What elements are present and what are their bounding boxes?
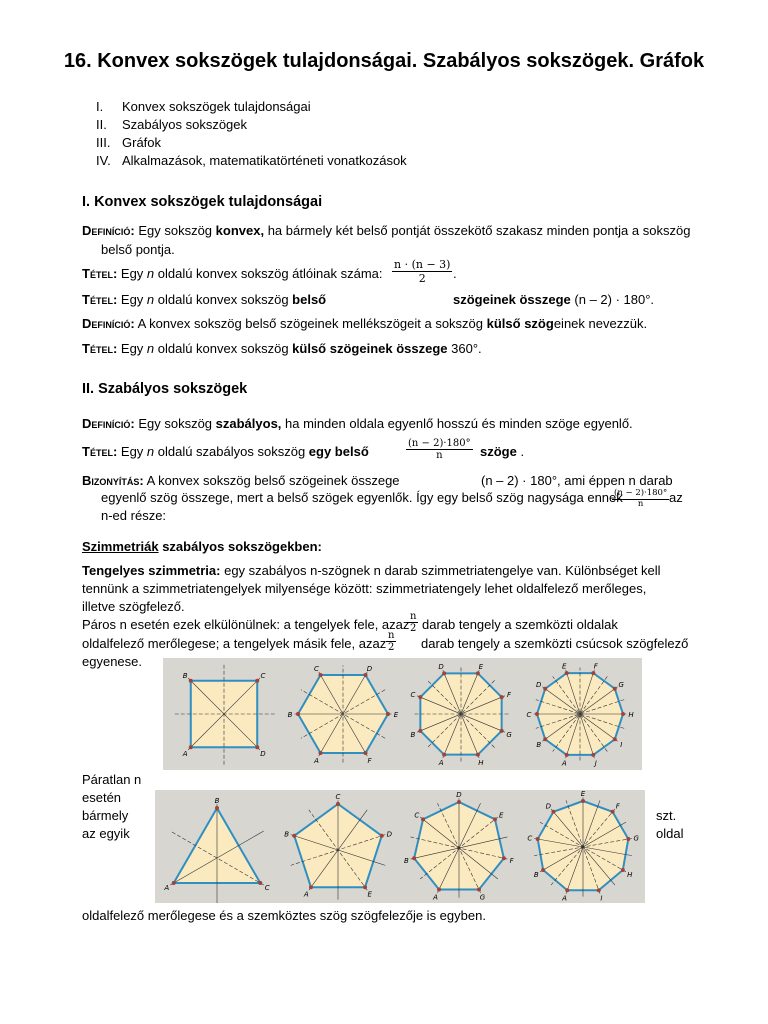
term: szöge [480, 444, 517, 459]
proof-formula: (n – 2) · 180°, ami éppen n darab [481, 473, 673, 488]
vertex-label: E [580, 790, 586, 798]
vertex-label: A [438, 759, 444, 768]
toc-number: II. [96, 117, 107, 132]
page-title: 16. Konvex sokszögek tulajdonságai. Szabályos sokszögek. Gráfok [63, 50, 705, 72]
proof-word: az [669, 490, 683, 505]
vertex-label: A [561, 759, 567, 768]
vertex-label: I [600, 894, 603, 903]
definition-regular [82, 414, 633, 433]
vertex-label: E [367, 890, 372, 899]
toc-item [96, 134, 407, 152]
vertex-label: G [479, 893, 486, 902]
vertex-mark [363, 885, 367, 889]
fraction-interior-angle [406, 438, 473, 461]
term: konvex, [215, 223, 265, 238]
vertex-label: B [533, 871, 539, 879]
text: Egy [117, 292, 147, 307]
vertex-mark [611, 810, 615, 814]
odd-case-right1: szt. [656, 808, 677, 823]
figure-panel-odd [155, 790, 645, 903]
vertex-label: B [182, 672, 188, 681]
vertex-mark [189, 745, 193, 749]
fraction-numerator: (n − 2)·180° [614, 488, 668, 498]
text: 360°. [447, 341, 482, 356]
variable: n [146, 341, 155, 356]
vertex-mark [386, 712, 390, 716]
vertex-label: E [562, 662, 567, 671]
vertex-label: H [478, 759, 484, 768]
toc-text: Konvex sokszögek tulajdonságai [122, 99, 311, 114]
text: ha minden oldala egyenlő hosszú és minden szöge egyenlő. [281, 416, 633, 431]
vertex-mark [536, 837, 540, 841]
vertex-mark [258, 881, 262, 885]
vertex-label: F [615, 802, 620, 811]
odd-case-right2: oldal [656, 826, 684, 841]
formula: (n – 2) · 180°. [570, 292, 655, 307]
proof-end: n-ed része: [101, 508, 167, 523]
toc-number: IV. [96, 153, 111, 168]
vertex-mark [613, 737, 617, 741]
vertex-label: B [214, 797, 220, 805]
definition-convex [82, 221, 702, 240]
fraction-numerator: n [388, 630, 395, 641]
vertex-label: C [410, 691, 416, 700]
vertex-mark [613, 687, 617, 691]
fraction-denominator: n [436, 450, 443, 461]
fraction-numerator: n · (n − 3) [394, 258, 451, 271]
regular-polygon-10 [527, 662, 635, 767]
proof-label: Bizonyítás: [82, 473, 144, 488]
theorem-interior-angle [82, 442, 369, 461]
axial-symmetry-line2: tennünk a szimmetriatengelyek milyensége között: szimmetriatengely lehet oldalfelező merőleges, [82, 581, 647, 596]
odd-case-line4: az egyik [82, 826, 130, 841]
section-heading: I. Konvex sokszögek tulajdonságai [82, 194, 323, 210]
fraction-proof [612, 489, 669, 509]
term: külső szögeinek összege [292, 341, 448, 356]
vertex-mark [476, 753, 480, 757]
definition-label: Definíció: [82, 316, 135, 331]
vertex-mark [543, 687, 547, 691]
even-case-line1: Páros n esetén ezek elkülönülnek: a tengelyek fele, azaz [82, 617, 410, 632]
vertex-mark [541, 868, 545, 872]
proof-continued: egyenlő szög összege, mert a belső szögek egyenlők. Így egy belső szög nagysága ennek [101, 490, 623, 505]
text: oldalú konvex sokszög [154, 292, 293, 307]
vertex-label: G [506, 730, 512, 739]
fraction-half [408, 611, 418, 634]
vertex-label: B [287, 711, 293, 719]
vertex-label: F [593, 662, 598, 671]
toc-item [96, 98, 407, 116]
vertex-mark [565, 888, 569, 892]
toc-number: III. [96, 135, 111, 150]
text: ha bármely két belső pontját összekötő szakasz minden pontja a sokszög [264, 223, 691, 238]
term: egy belső [308, 444, 369, 459]
regular-polygon-5 [284, 793, 392, 900]
text: oldalú konvex sokszög átlóinak száma: [154, 266, 383, 281]
vertex-mark [535, 712, 539, 716]
period: . [453, 266, 457, 281]
vertex-label: G [618, 681, 624, 690]
vertex-label: A [182, 749, 188, 758]
text: Egy [117, 266, 147, 281]
vertex-mark [591, 671, 595, 675]
vertex-mark [319, 673, 323, 677]
vertex-label: A [314, 756, 319, 765]
vertex-label: I [620, 740, 623, 749]
vertex-label: C [526, 711, 532, 719]
theorem-exterior-sum [82, 339, 482, 358]
variable: n [146, 292, 155, 307]
text: oldalú szabályos sokszög [154, 444, 309, 459]
vertex-mark [172, 881, 176, 885]
definition-label: Definíció: [82, 223, 135, 238]
vertex-mark [591, 753, 595, 757]
theorem-diagonals [82, 264, 383, 283]
vertex-mark [292, 834, 296, 838]
vertex-mark [442, 671, 446, 675]
even-case-line3: egyenese. [82, 654, 142, 669]
vertex-mark [336, 802, 340, 806]
vertex-mark [500, 729, 504, 733]
text: A konvex sokszög belső szögeinek mellékszögeit a sokszög [134, 316, 487, 331]
vertex-mark [437, 887, 441, 891]
vertex-mark [412, 856, 416, 860]
regular-polygon-3 [163, 797, 269, 903]
text: Egy [117, 341, 147, 356]
vertex-mark [421, 817, 425, 821]
even-case-line2: oldalfelező merőlegese; a tengelyek másik fele, azaz [82, 636, 387, 651]
term: Tengelyes szimmetria: [82, 563, 221, 578]
theorem-label: Tétel: [82, 444, 118, 459]
vertex-label: C [335, 793, 341, 801]
vertex-label: D [366, 665, 373, 674]
fraction-denominator: n [637, 498, 644, 509]
vertex-label: C [527, 834, 533, 843]
vertex-label: J [594, 759, 597, 768]
even-case-line2-end: darab tengely a szemközti csúcsok szögfelező [421, 636, 689, 651]
vertex-mark [476, 671, 480, 675]
vertex-mark [364, 673, 368, 677]
vertex-mark [621, 868, 625, 872]
vertex-mark [418, 695, 422, 699]
vertex-label: C [314, 665, 319, 674]
vertex-mark [565, 671, 569, 675]
fraction-half [386, 630, 396, 653]
vertex-label: H [628, 711, 634, 719]
section-heading: II. Szabályos sokszögek [82, 381, 248, 397]
vertex-label: F [367, 756, 372, 765]
vertex-mark [255, 745, 259, 749]
underlined-term: Szimmetriák [82, 539, 159, 554]
toc-text: Gráfok [122, 135, 162, 150]
vertex-label: B [403, 857, 409, 866]
term: külső szög [486, 316, 554, 331]
vertex-label: D [545, 802, 551, 811]
theorem-interior-sum [82, 290, 326, 309]
theorem-label: Tétel: [82, 266, 118, 281]
vertex-mark [626, 837, 630, 841]
vertex-mark [543, 737, 547, 741]
vertex-mark [255, 679, 259, 683]
text: oldalú konvex sokszög [154, 341, 293, 356]
text: Egy sokszög [134, 223, 216, 238]
text: . [516, 444, 525, 459]
vertex-label: A [562, 894, 567, 903]
vertex-label: E [478, 662, 484, 671]
variable: n [146, 444, 155, 459]
vertex-label: C [264, 884, 270, 892]
text: Egy sokszög [134, 416, 216, 431]
toc-item [96, 116, 407, 134]
vertex-label: H [627, 871, 633, 879]
text: szabályos sokszögekben: [158, 539, 322, 554]
definition-label: Definíció: [82, 416, 135, 431]
vertex-label: C [414, 811, 420, 820]
vertex-label: F [507, 691, 512, 700]
vertex-label: D [438, 662, 444, 671]
toc-number: I. [96, 99, 104, 114]
vertex-mark [189, 679, 193, 683]
axial-symmetry-line3: illetve szögfelező. [82, 599, 185, 614]
text: einek nevezzük. [553, 316, 648, 331]
theorem-interior-angle-end [480, 442, 524, 461]
vertex-label: E [499, 811, 504, 820]
toc-item [96, 152, 407, 170]
vertex-label: F [509, 857, 514, 866]
vertex-label: A [164, 884, 170, 892]
odd-case-line3: bármely [82, 808, 129, 823]
vertex-label: D [386, 830, 393, 839]
vertex-mark [418, 729, 422, 733]
vertex-label: B [284, 830, 290, 839]
closing-sentence: oldalfelező merőlegese és a szemköztes szög szögfelezője is egyben. [82, 908, 486, 923]
vertex-label: G [633, 834, 639, 843]
fraction-diagonals [392, 258, 452, 285]
vertex-mark [457, 800, 461, 804]
regular-polygon-7 [404, 791, 515, 902]
fraction-denominator: 2 [418, 272, 426, 285]
symmetry-heading [82, 537, 322, 556]
fraction-denominator: 2 [410, 623, 417, 634]
vertex-mark [502, 856, 506, 860]
vertex-mark [296, 712, 300, 716]
regular-polygon-8 [411, 663, 513, 767]
text: A konvex sokszög belső szögeinek összege [143, 473, 400, 488]
vertex-label: B [410, 730, 416, 739]
term: szögeinek összege [453, 292, 571, 307]
vertex-label: A [433, 893, 438, 902]
odd-polygons-figure [155, 790, 645, 903]
vertex-label: C [260, 672, 266, 681]
vertex-label: E [393, 711, 399, 719]
vertex-mark [493, 817, 497, 821]
vertex-mark [477, 887, 481, 891]
regular-polygon-4 [173, 663, 275, 765]
vertex-mark [364, 751, 368, 755]
text: Egy [117, 444, 147, 459]
vertex-label: A [303, 890, 309, 899]
vertex-mark [215, 806, 219, 810]
definition-exterior [82, 314, 647, 333]
vertex-mark [380, 834, 384, 838]
figure-panel-even [163, 658, 642, 770]
fraction-numerator: (n − 2)·180° [408, 438, 471, 449]
regular-polygon-6 [288, 665, 399, 765]
vertex-label: B [536, 740, 542, 749]
even-polygons-figure [163, 658, 642, 770]
odd-case-line1: Páratlan n [82, 772, 142, 787]
vertex-mark [551, 810, 555, 814]
term: belső [292, 292, 327, 307]
vertex-mark [621, 712, 625, 716]
regular-polygon-9 [527, 790, 639, 903]
fraction-numerator: n [410, 611, 417, 622]
theorem-label: Tétel: [82, 341, 118, 356]
vertex-mark [442, 753, 446, 757]
toc-text: Szabályos sokszögek [122, 117, 248, 132]
vertex-label: D [260, 749, 266, 758]
odd-case-line2: esetén [82, 790, 122, 805]
term: szabályos, [215, 416, 282, 431]
fraction-denominator: 2 [388, 642, 395, 653]
vertex-mark [581, 799, 585, 803]
table-of-contents [96, 98, 407, 170]
theorem-interior-sum-end [453, 290, 654, 309]
vertex-mark [319, 751, 323, 755]
vertex-mark [309, 885, 313, 889]
text: egy szabályos n-szögnek n darab szimmetriatengelye van. Különbséget kell [220, 563, 661, 578]
axial-symmetry [82, 561, 702, 580]
toc-text: Alkalmazások, matematikatörténeti vonatkozások [122, 153, 407, 168]
vertex-mark [565, 753, 569, 757]
even-case-line1-end: darab tengely a szemközti oldalak [422, 617, 618, 632]
vertex-mark [500, 695, 504, 699]
vertex-label: D [536, 681, 542, 690]
definition-continued: belső pontja. [101, 242, 175, 257]
theorem-label: Tétel: [82, 292, 118, 307]
variable: n [146, 266, 155, 281]
vertex-mark [597, 888, 601, 892]
vertex-label: D [456, 791, 462, 799]
